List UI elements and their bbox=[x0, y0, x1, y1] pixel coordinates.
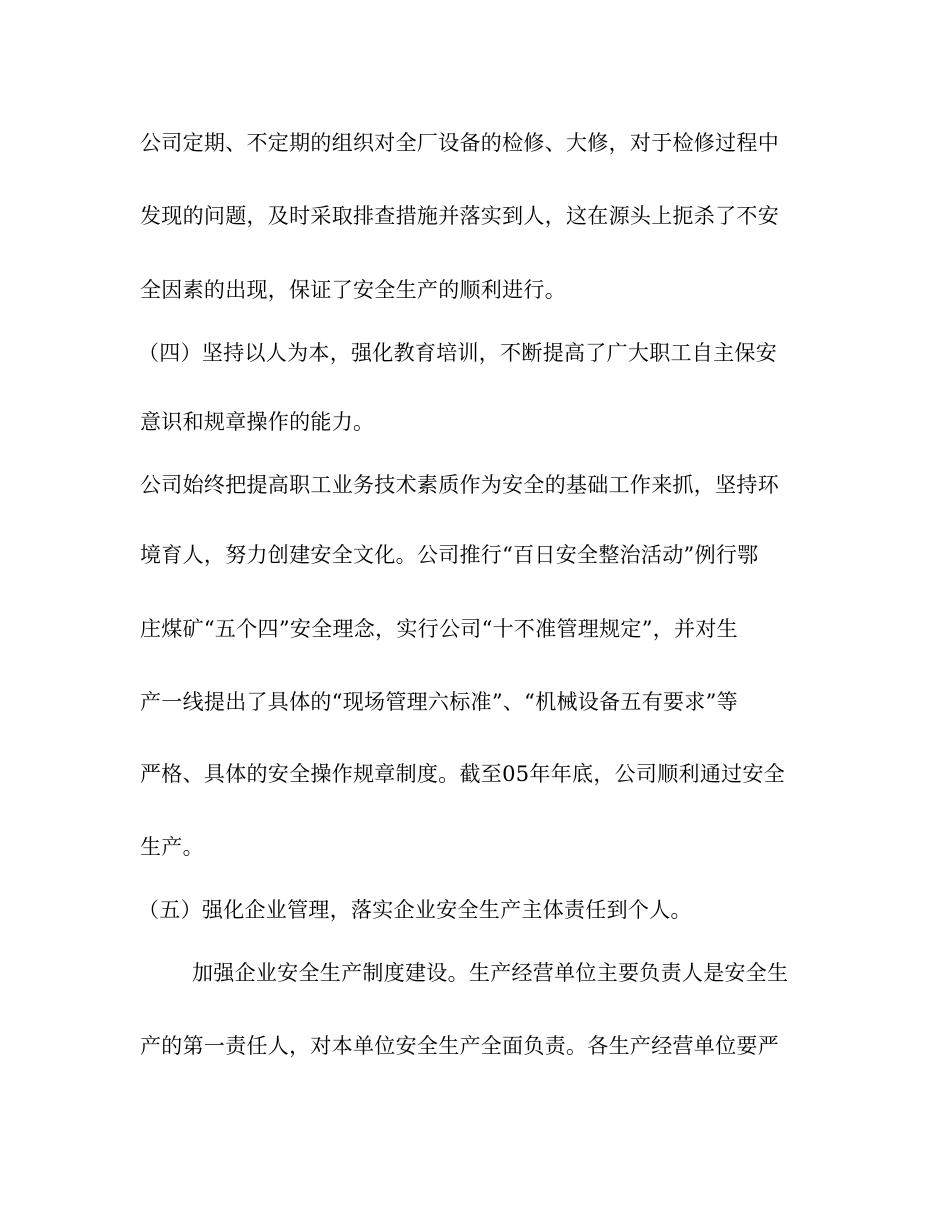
text-line: 境育人，努力创建安全文化。公司推行“百日安全整治活动”例行鄂 bbox=[140, 543, 759, 567]
text-line: 公司定期、不定期的组织对全厂设备的检修、大修，对于检修过程中 bbox=[140, 131, 779, 155]
text-line: 发现的问题，及时采取排查措施并落实到人，这在源头上扼杀了不安 bbox=[140, 204, 779, 228]
text-line: 意识和规章操作的能力。 bbox=[140, 410, 375, 434]
text-line: 加强企业安全生产制度建设。生产经营单位主要负责人是安全生 bbox=[192, 961, 789, 985]
text-line: 公司始终把提高职工业务技术素质作为安全的基础工作来抓，坚持环 bbox=[140, 473, 779, 497]
text-line: 产一线提出了具体的“现场管理六标准”、“机械设备五有要求”等 bbox=[140, 690, 738, 714]
text-line: 全因素的出现，保证了安全生产的顺利进行。 bbox=[140, 278, 566, 302]
text-line: 严格、具体的安全操作规章制度。截至05年年底，公司顺利通过安全 bbox=[140, 762, 786, 786]
text-line: 生产。 bbox=[140, 835, 204, 859]
text-line: 庄煤矿“五个四”安全理念，实行公司“十不准管理规定”，并对生 bbox=[140, 617, 738, 641]
section-heading-four: （四）坚持以人为本，强化教育培训，不断提高了广大职工自主保安 bbox=[138, 341, 777, 365]
section-heading-five: （五）强化企业管理，落实企业安全生产主体责任到个人。 bbox=[138, 898, 692, 922]
text-line: 产的第一责任人，对本单位安全生产全面负责。各生产经营单位要严 bbox=[140, 1034, 779, 1058]
